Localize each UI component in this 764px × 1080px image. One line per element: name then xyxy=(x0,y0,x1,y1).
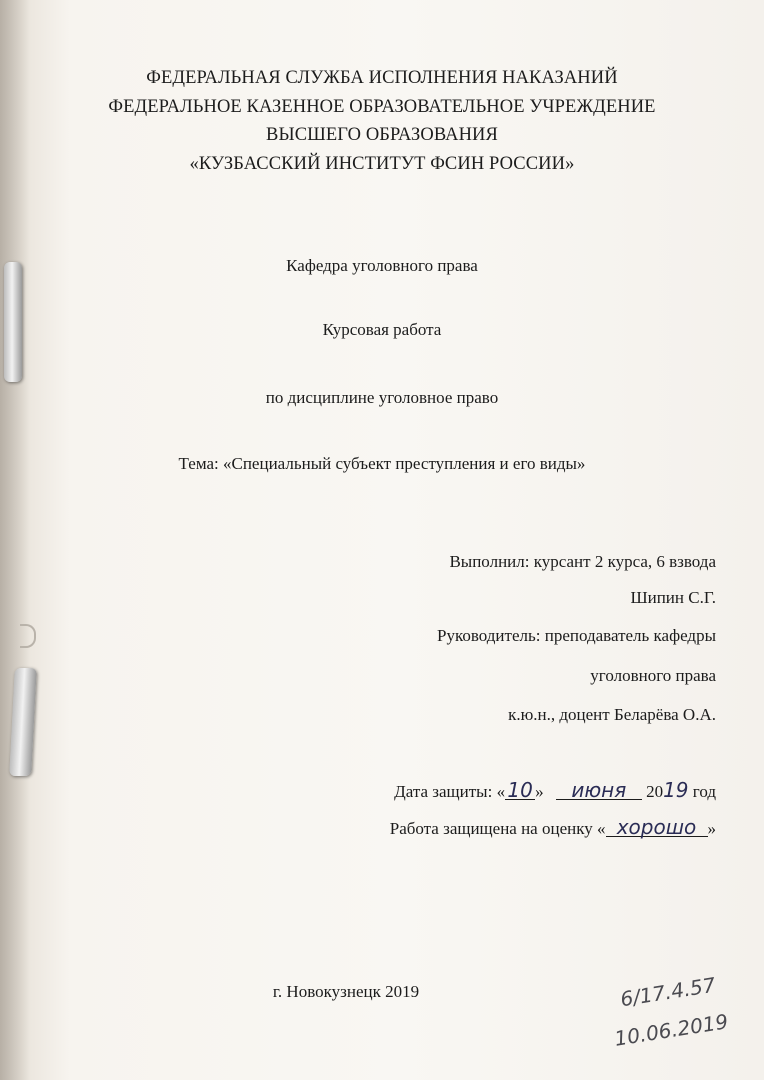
grade-quote-close: » xyxy=(707,819,716,838)
author-name: Шипин С.Г. xyxy=(630,588,716,607)
topic: Тема: «Специальный субъект преступления и его виды» xyxy=(178,454,586,473)
city-year: г. Новокузнецк 2019 xyxy=(272,982,420,1001)
supervisor-name: к.ю.н., доцент Беларёва О.А. xyxy=(508,705,716,724)
department-name: Кафедра уголовного права xyxy=(286,256,478,275)
handwritten-note-line-1: 6/17.4.57 xyxy=(618,972,718,1012)
defense-day: 10 xyxy=(505,781,535,800)
grade-label: Работа защищена на оценку « xyxy=(389,819,606,838)
discipline: по дисциплине уголовное право xyxy=(265,388,499,407)
defense-quote-close: » xyxy=(535,782,544,801)
grade-value: хорошо xyxy=(606,818,708,837)
supervisor-role-line-2: уголовного права xyxy=(590,666,716,685)
defense-year-label: год xyxy=(692,782,716,801)
header-line-3: ВЫСШЕГО ОБРАЗОВАНИЯ xyxy=(266,125,498,145)
institution-header xyxy=(0,64,764,178)
handwritten-note-line-2: 10.06.2019 xyxy=(612,1009,730,1051)
header-line-1: ФЕДЕРАЛЬНАЯ СЛУЖБА ИСПОЛНЕНИЯ НАКАЗАНИЙ xyxy=(146,68,618,88)
defense-label: Дата защиты: « xyxy=(394,782,506,801)
defense-date xyxy=(394,778,716,802)
header-line-2: ФЕДЕРАЛЬНОЕ КАЗЕННОЕ ОБРАЗОВАТЕЛЬНОЕ УЧРЕЖДЕНИЕ xyxy=(108,96,656,117)
defense-year-prefix: 20 xyxy=(646,782,664,801)
punch-hole xyxy=(20,624,36,648)
grade-line xyxy=(389,815,716,839)
defense-month: июня xyxy=(556,781,642,800)
supervisor-role-line-1: Руководитель: преподаватель кафедры xyxy=(437,626,716,645)
header-line-4: «КУЗБАССКИЙ ИНСТИТУТ ФСИН РОССИИ» xyxy=(189,153,575,174)
binder-clip-bottom xyxy=(9,668,37,776)
author-role: Выполнил: курсант 2 курса, 6 взвода xyxy=(449,552,716,571)
defense-year-suffix: 19 xyxy=(663,778,689,802)
work-type: Курсовая работа xyxy=(322,320,442,339)
